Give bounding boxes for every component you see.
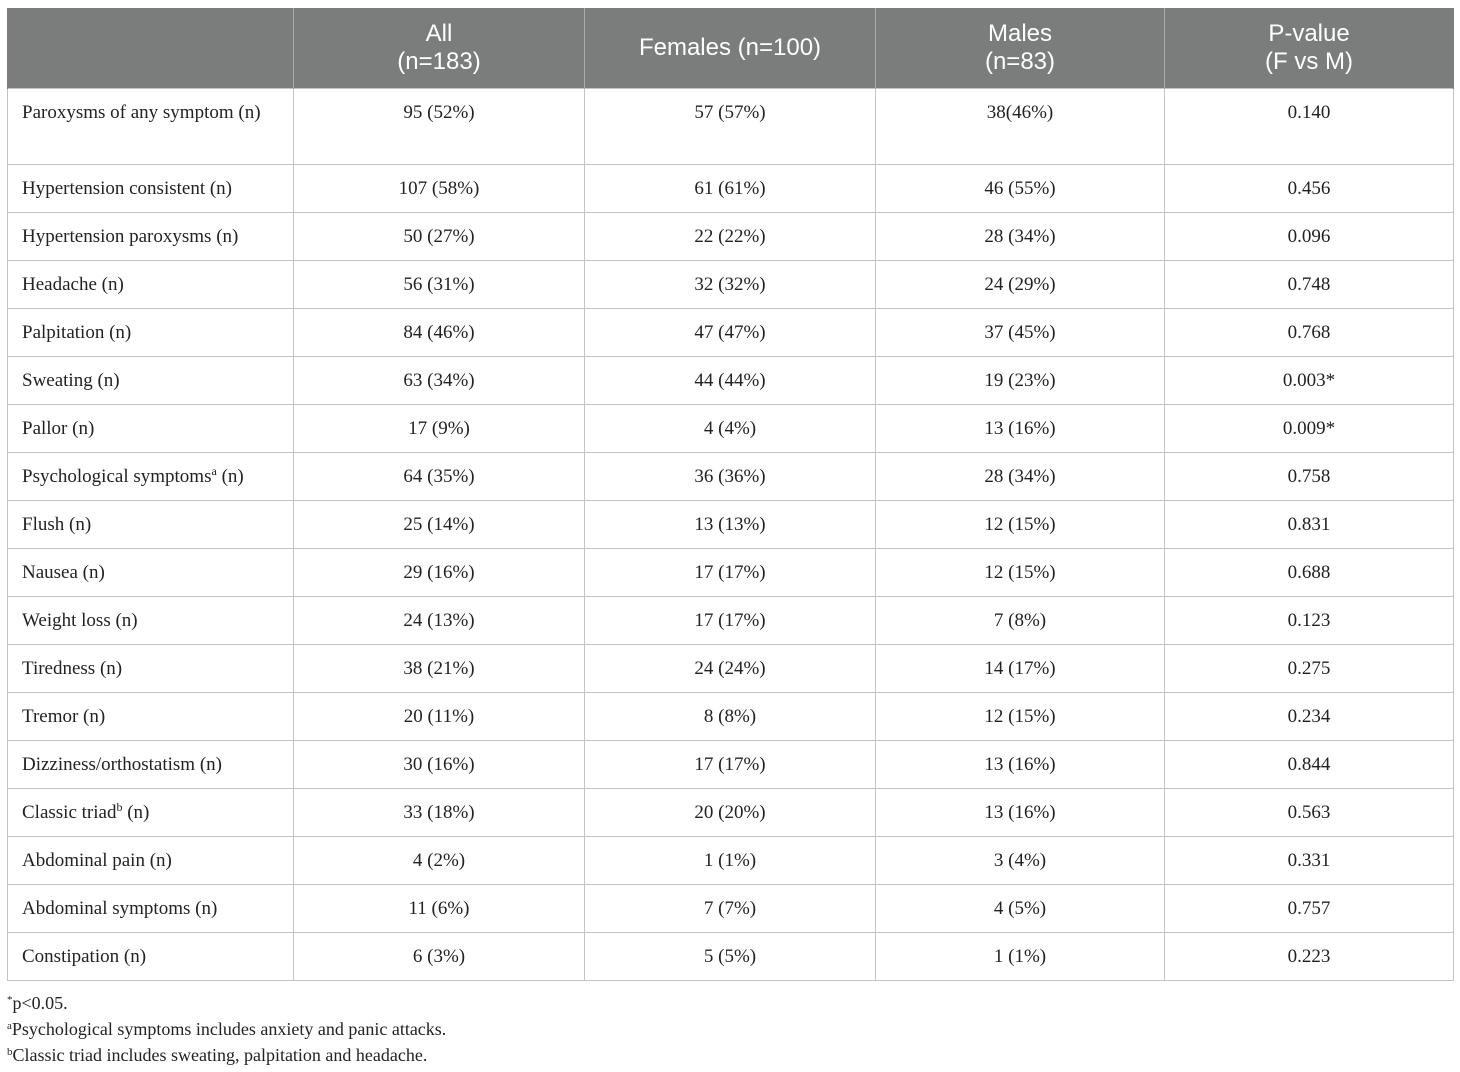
p-value-cell: 0.123 [1165,597,1454,645]
all-value-cell: 17 (9%) [294,405,585,453]
all-value-cell: 56 (31%) [294,261,585,309]
females-value-cell: 17 (17%) [585,549,876,597]
all-value-cell: 29 (16%) [294,549,585,597]
table-row [8,741,1454,789]
p-value-cell: 0.844 [1165,741,1454,789]
males-value-cell: 4 (5%) [876,885,1165,933]
symptom-label-cell [8,693,294,741]
table-row [8,885,1454,933]
all-value-cell: 30 (16%) [294,741,585,789]
table-row [8,501,1454,549]
symptom-label: Psychological symptoms [22,466,212,487]
all-value-cell: 6 (3%) [294,933,585,981]
p-value-cell: 0.688 [1165,549,1454,597]
table-row [8,213,1454,261]
symptom-label-cell [8,789,294,837]
females-value-cell: 24 (24%) [585,645,876,693]
symptom-label: Headache (n) [22,274,124,295]
p-value-cell: 0.757 [1165,885,1454,933]
p-value-cell: 0.831 [1165,501,1454,549]
females-value-cell: 7 (7%) [585,885,876,933]
females-value-cell: 44 (44%) [585,357,876,405]
all-value-cell: 95 (52%) [294,89,585,165]
females-value-cell: 47 (47%) [585,309,876,357]
table-row [8,837,1454,885]
table-row [8,261,1454,309]
males-value-cell: 46 (55%) [876,165,1165,213]
symptom-label-cell [8,741,294,789]
symptom-label-cell [8,453,294,501]
header-all [294,8,585,89]
footnote-mark: a [7,1020,12,1032]
symptom-label: Palpitation (n) [22,322,132,343]
table-row [8,693,1454,741]
table-row [8,645,1454,693]
males-value-cell: 12 (15%) [876,693,1165,741]
symptom-label-cell [8,405,294,453]
symptom-label: Flush (n) [22,514,92,535]
header-all-line-2: (n=183) [397,48,481,75]
symptom-label: Nausea (n) [22,562,105,583]
all-value-cell: 63 (34%) [294,357,585,405]
symptom-label: Pallor (n) [22,418,95,439]
header-row [8,8,1454,89]
females-value-cell: 20 (20%) [585,789,876,837]
males-value-cell: 37 (45%) [876,309,1165,357]
all-value-cell: 4 (2%) [294,837,585,885]
males-value-cell: 7 (8%) [876,597,1165,645]
males-value-cell: 28 (34%) [876,453,1165,501]
table-row [8,89,1454,165]
symptom-label-cell [8,261,294,309]
all-value-cell: 20 (11%) [294,693,585,741]
table-row [8,309,1454,357]
females-value-cell: 1 (1%) [585,837,876,885]
footnote-mark: * [7,994,13,1006]
symptom-label-cell [8,645,294,693]
footnote-psychological [7,1016,446,1042]
females-value-cell: 36 (36%) [585,453,876,501]
symptom-label: Dizziness/orthostatism (n) [22,754,222,775]
table-row [8,165,1454,213]
males-value-cell: 28 (34%) [876,213,1165,261]
table-body [8,89,1454,981]
symptom-label-cell [8,309,294,357]
males-value-cell: 14 (17%) [876,645,1165,693]
symptom-label-cell [8,89,294,165]
table-row [8,789,1454,837]
p-value-cell: 0.223 [1165,933,1454,981]
footnote-marker: a [211,464,217,478]
symptom-label: Tremor (n) [22,706,106,727]
symptom-label: Abdominal pain (n) [22,850,172,871]
females-value-cell: 5 (5%) [585,933,876,981]
p-value-cell: 0.140 [1165,89,1454,165]
all-value-cell: 84 (46%) [294,309,585,357]
table-row [8,933,1454,981]
all-value-cell: 33 (18%) [294,789,585,837]
header-symptom-column [8,8,294,89]
p-value-cell: 0.748 [1165,261,1454,309]
symptom-label-cell [8,357,294,405]
symptom-label-cell [8,213,294,261]
females-value-cell: 61 (61%) [585,165,876,213]
symptom-label-cell [8,837,294,885]
p-value-cell: 0.563 [1165,789,1454,837]
table-row [8,597,1454,645]
header-females [585,8,876,89]
symptom-label-cell [8,597,294,645]
symptom-label-cell [8,165,294,213]
p-value-cell: 0.768 [1165,309,1454,357]
females-value-cell: 4 (4%) [585,405,876,453]
header-p-value [1165,8,1454,89]
males-value-cell: 13 (16%) [876,405,1165,453]
all-value-cell: 11 (6%) [294,885,585,933]
symptoms-table-container [7,8,1453,981]
females-value-cell: 32 (32%) [585,261,876,309]
footnote-marker: b [116,800,123,814]
females-value-cell: 8 (8%) [585,693,876,741]
symptom-label-cell [8,501,294,549]
males-value-cell: 24 (29%) [876,261,1165,309]
males-value-cell: 1 (1%) [876,933,1165,981]
symptom-label-cell [8,549,294,597]
symptom-label: Sweating (n) [22,370,120,391]
footnote-text: Psychological symptoms includes anxiety and panic attacks. [11,1019,447,1039]
footnote-text: Classic triad includes sweating, palpitation and headache. [12,1045,428,1065]
males-value-cell: 3 (4%) [876,837,1165,885]
footnote-significance [7,990,446,1016]
table-row [8,357,1454,405]
symptoms-by-sex-table [7,8,1454,981]
symptom-label: Abdominal symptoms (n) [22,898,218,919]
all-value-cell: 107 (58%) [294,165,585,213]
all-value-cell: 24 (13%) [294,597,585,645]
all-value-cell: 50 (27%) [294,213,585,261]
p-value-cell: 0.003* [1165,357,1454,405]
symptom-label-cell [8,933,294,981]
footnote-mark: b [7,1046,13,1058]
header-p-value-line-1: P-value [1268,20,1350,47]
table-footnotes [7,990,446,1068]
symptom-label: Hypertension paroxysms (n) [22,226,239,247]
symptom-label: Paroxysms of any symptom (n) [22,102,261,123]
males-value-cell: 38(46%) [876,89,1165,165]
table-row [8,453,1454,501]
header-males-line-2: (n=83) [984,48,1056,75]
symptom-label: Tiredness (n) [22,658,123,679]
p-value-cell: 0.096 [1165,213,1454,261]
all-value-cell: 38 (21%) [294,645,585,693]
p-value-cell: 0.331 [1165,837,1454,885]
table-row [8,549,1454,597]
header-males [876,8,1165,89]
symptom-label-suffix: (n) [122,802,150,823]
females-value-cell: 22 (22%) [585,213,876,261]
p-value-cell: 0.275 [1165,645,1454,693]
p-value-cell: 0.456 [1165,165,1454,213]
females-value-cell: 13 (13%) [585,501,876,549]
table-header [8,8,1454,89]
table-row [8,405,1454,453]
footnote-text: p<0.05. [12,993,68,1013]
header-females-line-1: Females (n=100) [638,34,822,61]
symptom-label: Weight loss (n) [22,610,138,631]
males-value-cell: 13 (16%) [876,741,1165,789]
header-males-line-1: Males [987,20,1053,47]
all-value-cell: 25 (14%) [294,501,585,549]
p-value-cell: 0.234 [1165,693,1454,741]
symptom-label: Classic triad [22,802,117,823]
males-value-cell: 19 (23%) [876,357,1165,405]
footnote-classic-triad [7,1042,446,1068]
header-p-value-line-2: (F vs M) [1265,48,1353,75]
symptom-label: Constipation (n) [22,946,147,967]
males-value-cell: 12 (15%) [876,549,1165,597]
males-value-cell: 13 (16%) [876,789,1165,837]
males-value-cell: 12 (15%) [876,501,1165,549]
all-value-cell: 64 (35%) [294,453,585,501]
females-value-cell: 17 (17%) [585,597,876,645]
p-value-cell: 0.009* [1165,405,1454,453]
females-value-cell: 57 (57%) [585,89,876,165]
p-value-cell: 0.758 [1165,453,1454,501]
symptom-label: Hypertension consistent (n) [22,178,233,199]
header-all-line-1: All [425,20,453,47]
symptom-label-cell [8,885,294,933]
females-value-cell: 17 (17%) [585,741,876,789]
symptom-label-suffix: (n) [216,466,244,487]
